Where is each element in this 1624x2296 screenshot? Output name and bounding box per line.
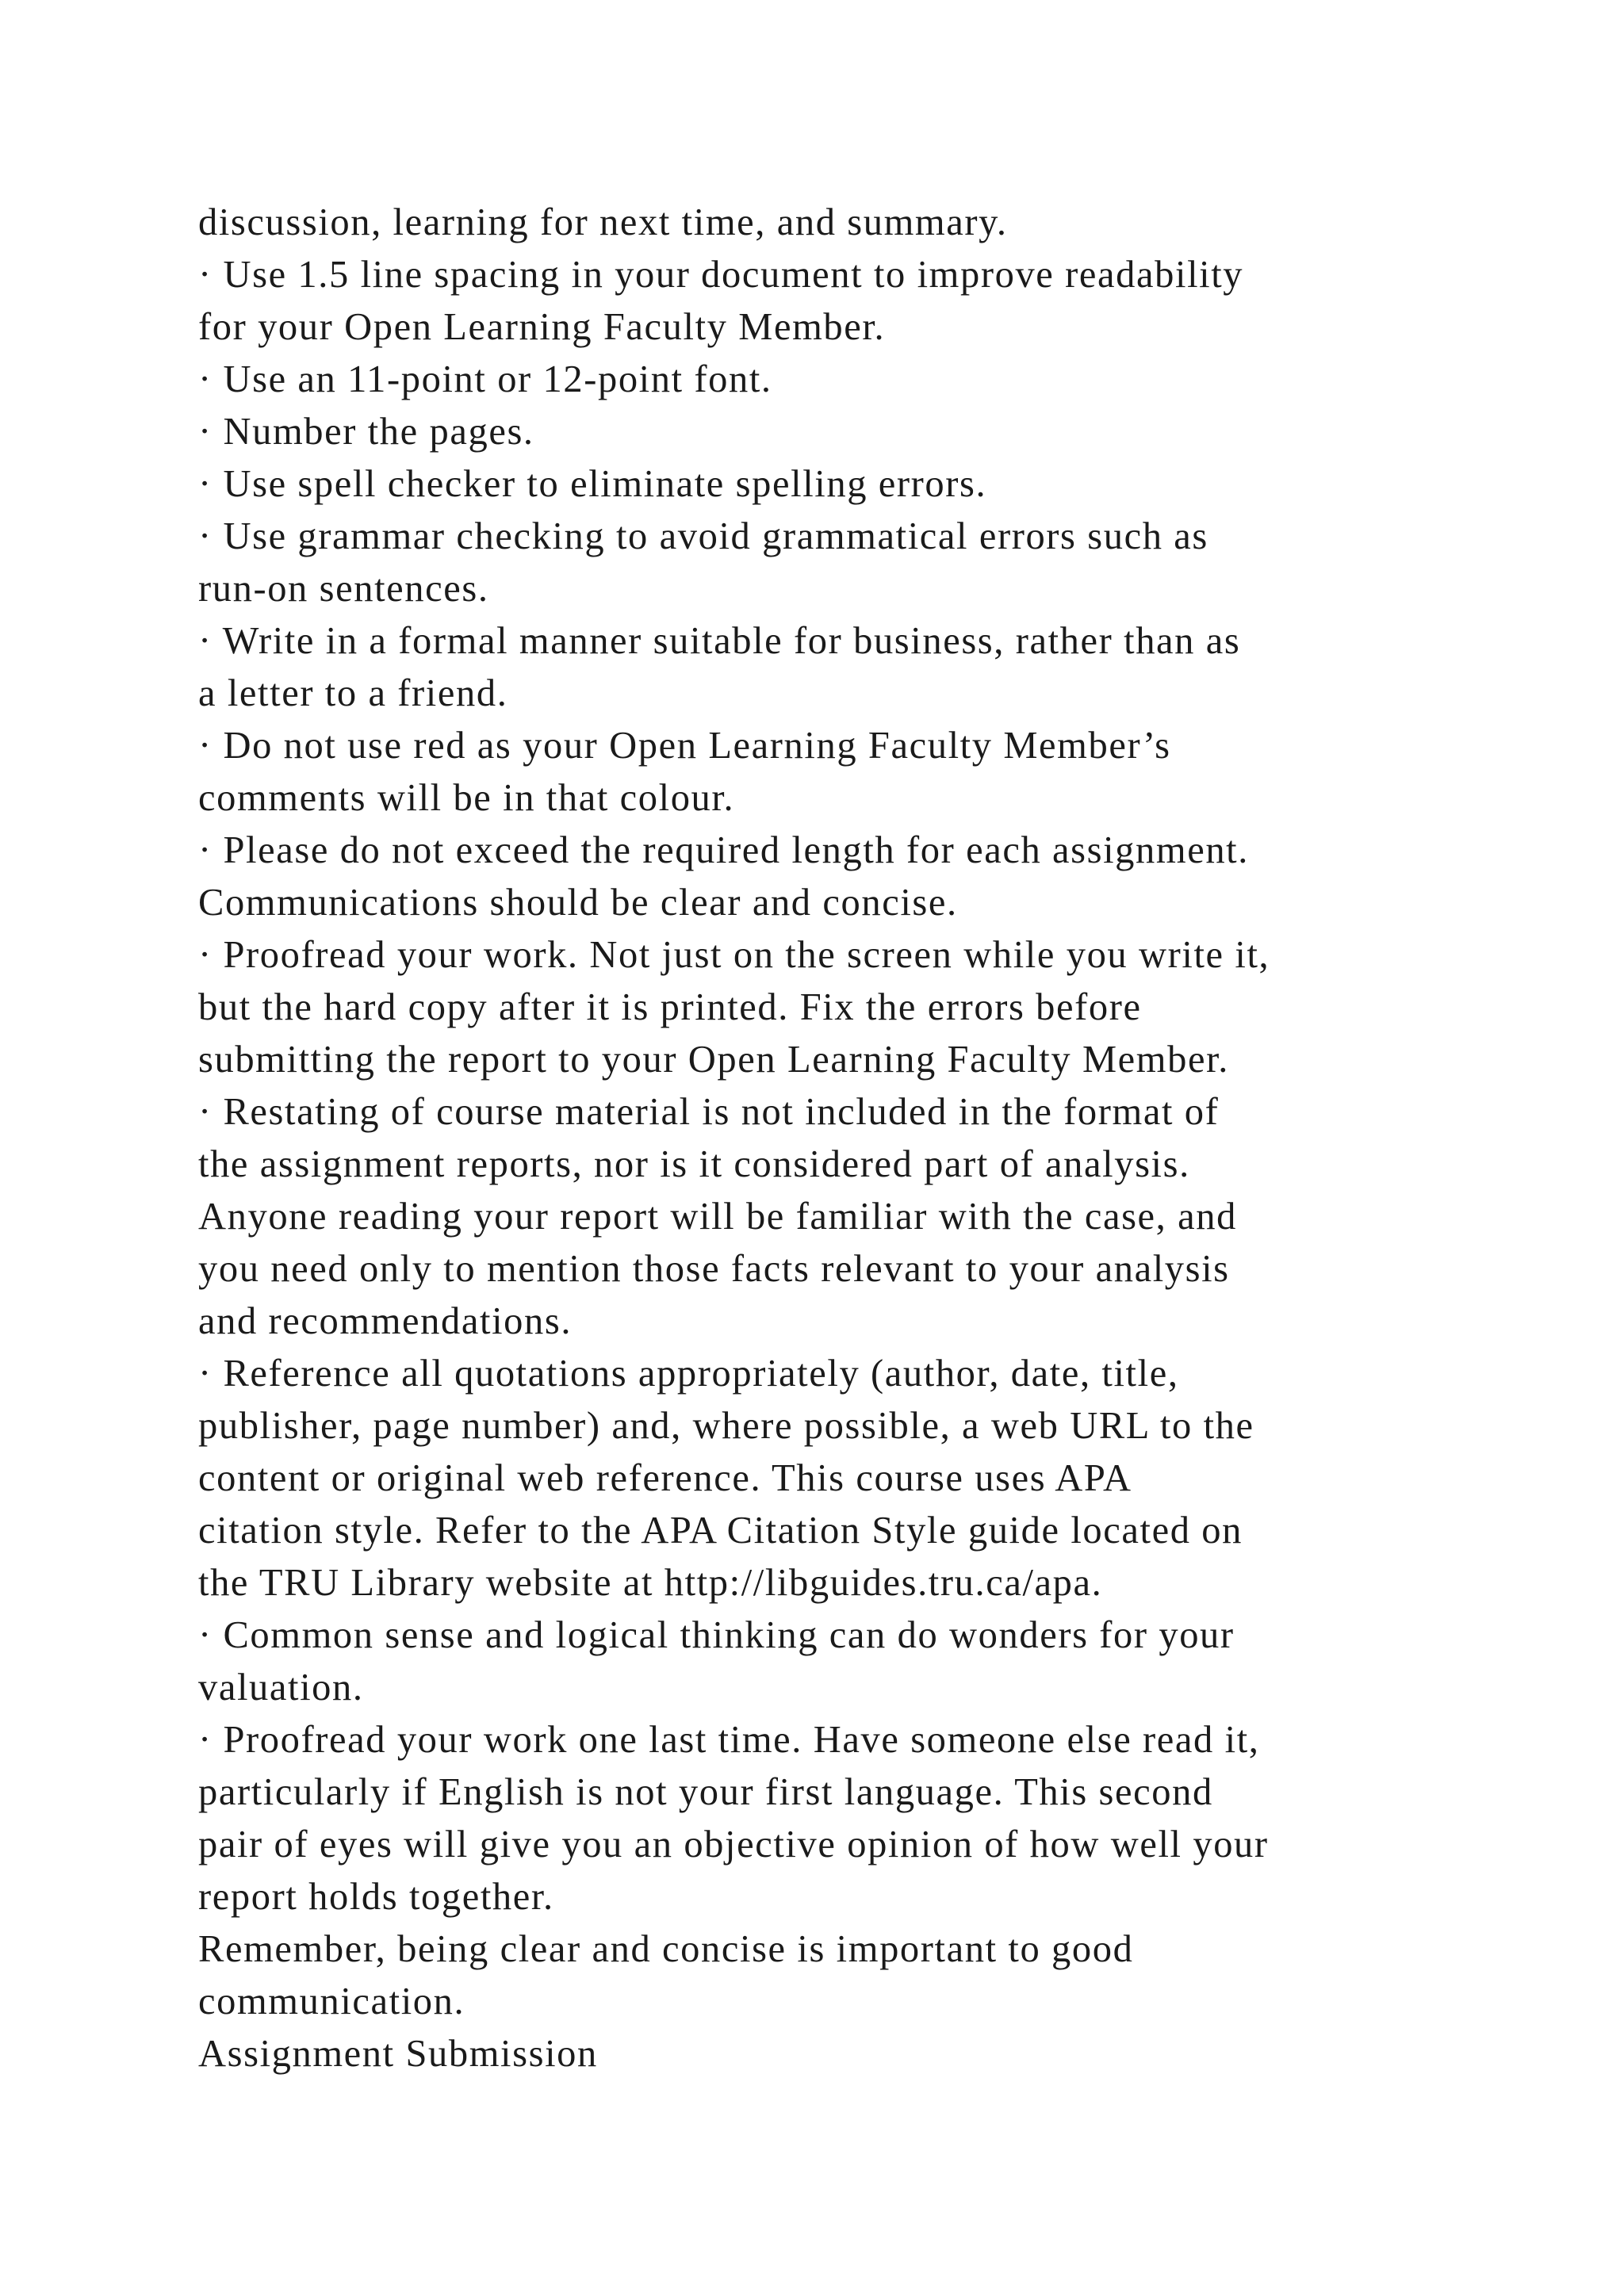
- text-line: valuation.: [198, 1667, 364, 1709]
- text-line: Remember, being clear and concise is important to good: [198, 1928, 1134, 1970]
- text-line: citation style. Refer to the APA Citation Style guide located on: [198, 1510, 1243, 1552]
- text-line: Anyone reading your report will be familiar with the case, and: [198, 1196, 1237, 1238]
- bullet-line: · Use an 11-point or 12-point font.: [198, 358, 772, 400]
- bullet-line: · Restating of course material is not included in the format of: [198, 1091, 1220, 1133]
- text-line: comments will be in that colour.: [198, 777, 735, 819]
- bullet-line: · Reference all quotations appropriately (author, date, title,: [198, 1353, 1179, 1395]
- text-line: but the hard copy after it is printed. Fix the errors before: [198, 986, 1142, 1028]
- text-line: report holds together.: [198, 1876, 554, 1918]
- bullet-line: · Proofread your work one last time. Have someone else read it,: [198, 1719, 1260, 1761]
- text-line: run-on sentences.: [198, 568, 489, 610]
- text-line: communication.: [198, 1980, 465, 2022]
- bullet-line: · Common sense and logical thinking can do wonders for your: [198, 1614, 1235, 1656]
- text-line: content or original web reference. This course uses APA: [198, 1457, 1132, 1499]
- text-line: pair of eyes will give you an objective opinion of how well your: [198, 1823, 1269, 1866]
- text-line: the assignment reports, nor is it considered part of analysis.: [198, 1143, 1190, 1185]
- text-line: discussion, learning for next time, and summary.: [198, 201, 1008, 243]
- text-line: for your Open Learning Faculty Member.: [198, 306, 886, 348]
- document-body: [198, 197, 1483, 2080]
- bullet-line: · Write in a formal manner suitable for business, rather than as: [198, 620, 1241, 662]
- bullet-line: · Use 1.5 line spacing in your document to improve readability: [198, 254, 1244, 296]
- section-heading: Assignment Submission: [198, 2033, 598, 2075]
- bullet-line: · Number the pages.: [198, 411, 534, 453]
- text-line: Communications should be clear and concise.: [198, 882, 958, 924]
- bullet-line: · Proofread your work. Not just on the screen while you write it,: [198, 934, 1270, 976]
- bullet-line: · Do not use red as your Open Learning Faculty Member’s: [198, 725, 1171, 767]
- text-line: you need only to mention those facts relevant to your analysis: [198, 1248, 1230, 1290]
- text-line: particularly if English is not your first language. This second: [198, 1771, 1213, 1813]
- bullet-line: · Use spell checker to eliminate spelling errors.: [198, 463, 987, 505]
- text-line: publisher, page number) and, where possible, a web URL to the: [198, 1405, 1254, 1447]
- text-line: and recommendations.: [198, 1300, 573, 1342]
- text-line: submitting the report to your Open Learning Faculty Member.: [198, 1039, 1229, 1081]
- text-line: the TRU Library website at http://libguides.tru.ca/apa.: [198, 1562, 1103, 1604]
- bullet-line: · Please do not exceed the required length for each assignment.: [198, 829, 1249, 871]
- bullet-line: · Use grammar checking to avoid grammatical errors such as: [198, 515, 1208, 557]
- text-line: a letter to a friend.: [198, 672, 508, 714]
